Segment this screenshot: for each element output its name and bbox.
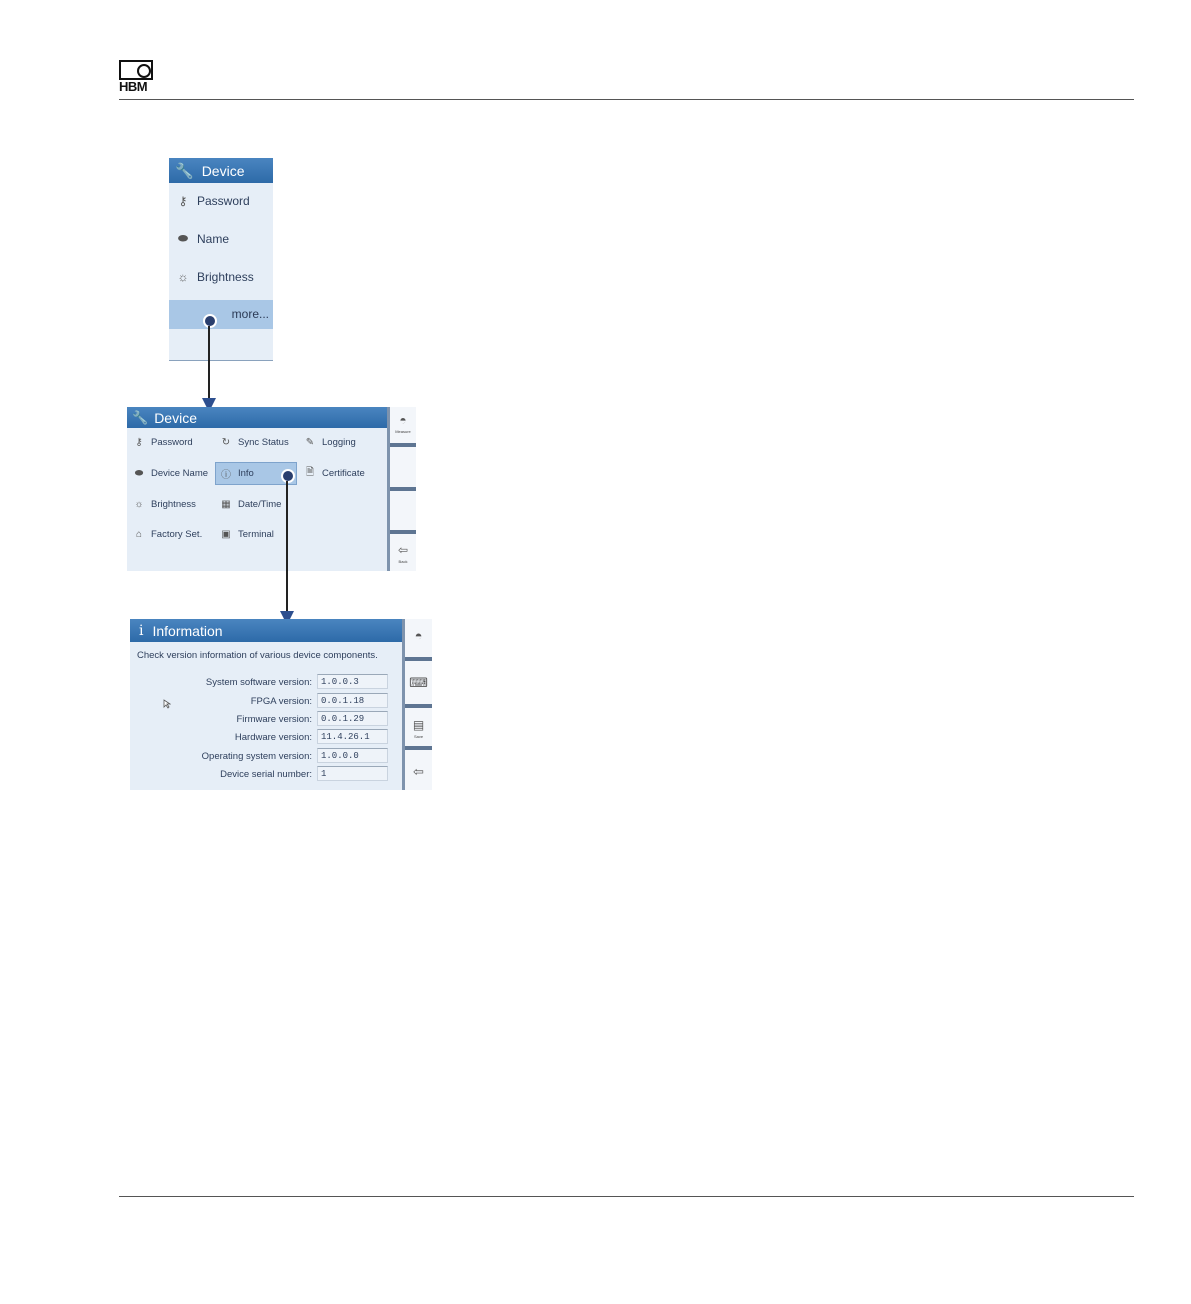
info-row-label: System software version: [205, 677, 312, 688]
certificate-icon: 🗎 [305, 466, 315, 478]
information-description: Check version information of various device components. [137, 650, 378, 661]
menu-item-brightness[interactable] [169, 270, 273, 284]
info-icon: ⓘ [221, 469, 231, 481]
information-panel [130, 619, 432, 790]
info-row [130, 748, 402, 766]
keyboard-icon: ⌨ [409, 675, 428, 690]
tag-icon: ⬬ [134, 467, 144, 479]
key-icon: ⚷ [135, 436, 143, 448]
sun-icon: ☼ [177, 270, 189, 284]
footer-rule [119, 1196, 1134, 1197]
device-grid-title: Device [154, 409, 197, 426]
header-rule [119, 99, 1134, 100]
terminal-icon: ▣ [221, 528, 231, 540]
sun-icon: ☼ [134, 498, 144, 510]
info-row-value: 0.0.1.29 [317, 711, 388, 726]
panel-divider [169, 360, 273, 361]
grid-item-label: Logging [322, 436, 356, 448]
info-row-label: FPGA version: [250, 696, 312, 707]
menu-item-label: Password [197, 194, 250, 208]
mouse-cursor-icon [163, 699, 171, 709]
grid-item-factory-set[interactable] [133, 524, 202, 544]
info-row [130, 674, 402, 692]
floppy-disk-icon: ▤ [412, 718, 425, 732]
grid-item-label: Password [151, 436, 193, 448]
tag-icon: ⬬ [177, 231, 189, 245]
grid-item-date-time[interactable] [220, 494, 281, 514]
info-row-label: Firmware version: [236, 714, 312, 725]
info-row-label: Hardware version: [234, 732, 312, 743]
grid-item-label: Sync Status [238, 436, 289, 448]
menu-item-label: Name [197, 231, 230, 246]
gauge-icon: ◓ [414, 628, 423, 643]
save-button[interactable] [405, 716, 432, 739]
menu-item-password[interactable] [169, 194, 273, 208]
connector-line [208, 326, 210, 406]
back-button[interactable] [390, 541, 416, 564]
info-row-value: 1 [317, 766, 388, 781]
grid-item-brightness[interactable] [133, 494, 196, 514]
measure-button[interactable] [405, 627, 432, 645]
grid-item-label: Certificate [322, 467, 365, 479]
logo-text: HBM [119, 79, 148, 94]
measure-label: Measure [395, 429, 411, 434]
grid-item-sync-status[interactable] [220, 432, 289, 452]
grid-item-device-name[interactable] [133, 463, 208, 483]
information-title: Information [152, 622, 223, 639]
measure-button[interactable] [390, 411, 416, 434]
device-title: Device [201, 162, 245, 179]
device-title-bar [169, 158, 273, 183]
device-menu-compact [169, 158, 273, 361]
device-grid-title-bar [127, 407, 389, 428]
grid-item-terminal[interactable] [220, 524, 274, 544]
connector-dot [203, 314, 217, 328]
calendar-icon: ▦ [221, 498, 231, 510]
grid-item-label: Terminal [238, 528, 274, 540]
back-arrow-icon: ⇦ [397, 543, 409, 557]
information-side-bar [402, 619, 432, 790]
hbm-logo [119, 60, 155, 94]
information-title-bar [130, 619, 402, 642]
menu-item-label: Brightness [197, 270, 254, 284]
gauge-icon: ◓ [399, 413, 407, 427]
grid-item-info[interactable] [220, 463, 254, 483]
grid-item-logging[interactable] [304, 432, 356, 452]
wrench-icon: 🔧 [175, 162, 194, 180]
more-button[interactable] [169, 300, 273, 329]
grid-item-certificate[interactable] [304, 463, 365, 483]
info-row-value: 11.4.26.1 [317, 729, 388, 744]
grid-item-label: Factory Set. [151, 528, 203, 540]
grid-item-label: Device Name [151, 467, 209, 479]
info-row-label: Device serial number: [220, 769, 312, 780]
sync-icon: ↻ [221, 436, 231, 448]
grid-item-label: Info [238, 467, 254, 479]
more-label: more... [231, 307, 269, 321]
back-arrow-icon: ⇦ [413, 764, 424, 779]
back-label: Back [398, 559, 408, 564]
info-row [130, 729, 402, 747]
grid-item-label: Brightness [151, 498, 196, 510]
connector-line [286, 481, 288, 615]
save-label: Save [413, 734, 424, 739]
info-row-label: Operating system version: [201, 751, 312, 762]
info-row-value: 1.0.0.3 [317, 674, 388, 689]
info-icon: i [139, 622, 144, 639]
factory-icon: ⌂ [135, 528, 143, 540]
info-row-value: 1.0.0.0 [317, 748, 388, 763]
grid-item-password[interactable] [133, 432, 193, 452]
device-side-bar [387, 407, 416, 571]
key-icon: ⚷ [178, 194, 188, 208]
logging-icon: ✎ [305, 436, 315, 448]
device-menu-grid [127, 407, 416, 571]
wrench-icon: 🔧 [132, 409, 149, 425]
connector-dot [281, 469, 295, 483]
menu-item-name[interactable] [169, 231, 273, 246]
grid-item-label: Date/Time [238, 498, 282, 510]
keyboard-button[interactable] [405, 674, 432, 692]
back-button[interactable] [405, 763, 432, 781]
info-row [130, 711, 402, 729]
info-row-value: 0.0.1.18 [317, 693, 388, 708]
info-row [130, 766, 402, 784]
